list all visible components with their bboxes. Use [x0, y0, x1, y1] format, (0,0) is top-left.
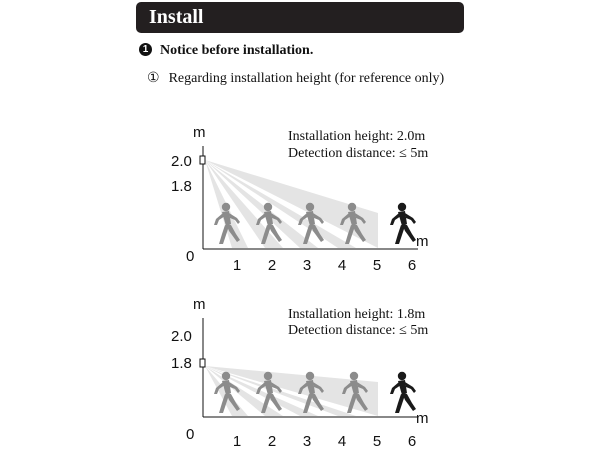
origin-label: 0: [186, 248, 195, 265]
x-tick-label: 1: [232, 433, 242, 450]
x-tick-label: 4: [337, 257, 347, 274]
y-tick-label: 2.0: [171, 328, 192, 345]
subnote-text: Regarding installation height (for reference only): [168, 71, 445, 86]
x-unit-label: m: [416, 410, 429, 427]
x-ticks: [233, 257, 416, 274]
x-ticks: [233, 433, 416, 450]
x-tick-label: 1: [232, 257, 242, 274]
x-tick-label: 6: [407, 433, 417, 450]
y-unit-label: m: [193, 124, 206, 141]
x-tick-label: 2: [267, 433, 277, 450]
origin-label: 0: [186, 426, 195, 443]
y-tick-label: 2.0: [171, 153, 192, 170]
diagram-height-2m: [171, 124, 429, 274]
y-tick-label: 1.8: [171, 355, 192, 372]
detection-distance-text: Detection distance: ≤ 5m: [288, 323, 429, 338]
y-unit-label: m: [193, 296, 206, 313]
installation-height-text: Installation height: 2.0m: [288, 129, 426, 144]
diagram-height-1-8m: [171, 296, 429, 450]
notice-text: Notice before installation.: [160, 43, 314, 58]
circled-number-icon: ①: [147, 71, 160, 86]
number-bullet-icon: 1: [139, 43, 152, 56]
detection-distance-text: Detection distance: ≤ 5m: [288, 146, 429, 161]
x-unit-label: m: [416, 233, 429, 250]
x-tick-label: 5: [372, 257, 382, 274]
x-tick-label: 4: [337, 433, 347, 450]
x-tick-label: 3: [302, 257, 312, 274]
section-title: Install: [149, 6, 204, 28]
x-tick-label: 5: [372, 433, 382, 450]
y-tick-label: 1.8: [171, 178, 192, 195]
x-tick-label: 3: [302, 433, 312, 450]
x-tick-label: 2: [267, 257, 277, 274]
installation-height-text: Installation height: 1.8m: [288, 307, 426, 322]
x-tick-label: 6: [407, 257, 417, 274]
